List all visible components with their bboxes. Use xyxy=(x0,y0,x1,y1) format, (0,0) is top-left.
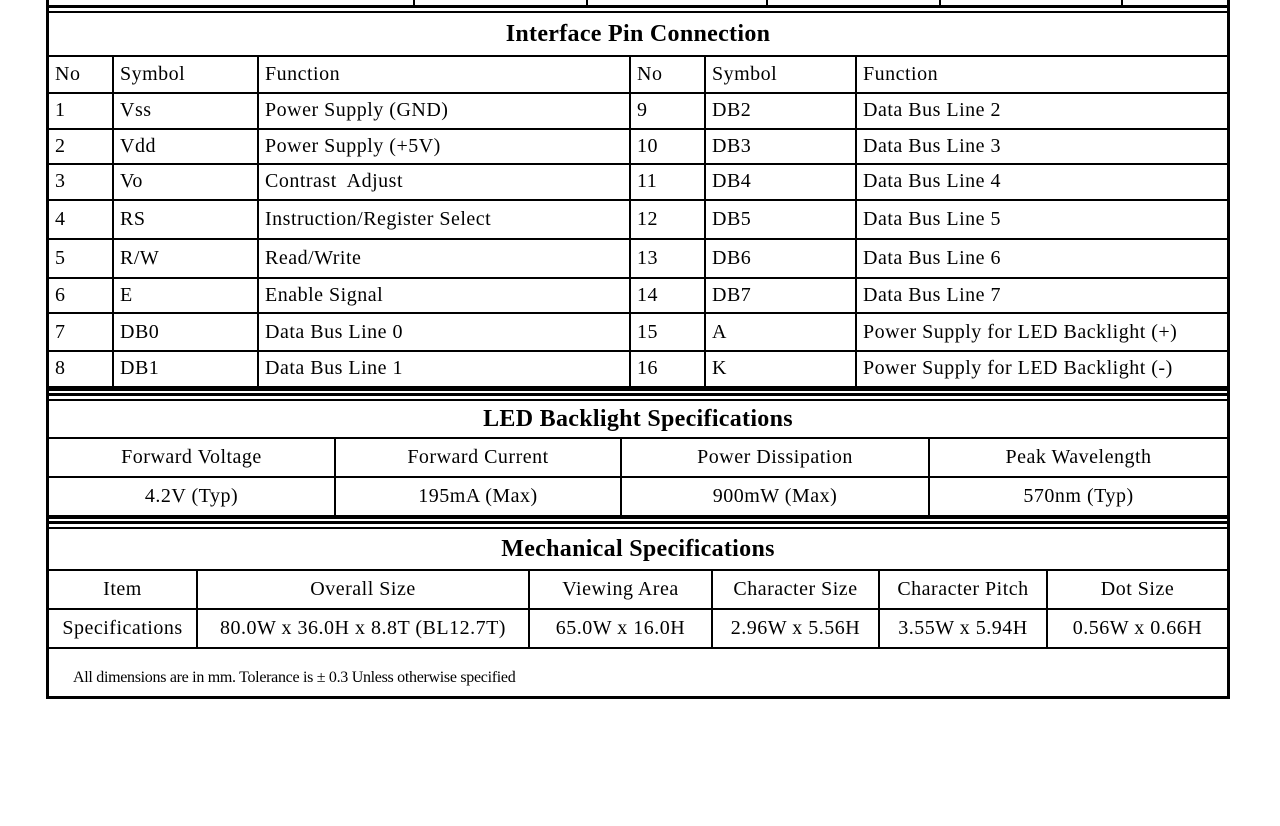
section-divider xyxy=(49,516,1227,524)
pin-number: 14 xyxy=(630,278,705,314)
pin-function: Enable Signal xyxy=(258,278,630,314)
pin-function: Read/Write xyxy=(258,239,630,278)
pin-function: Data Bus Line 7 xyxy=(856,278,1227,314)
table-row xyxy=(49,313,1227,351)
pin-function: Power Supply for LED Backlight (-) xyxy=(856,351,1227,387)
dot-size-value: 0.56W x 0.66H xyxy=(1047,609,1227,648)
peak-wavelength-value: 570nm (Typ) xyxy=(929,477,1227,516)
table-row xyxy=(49,129,1227,165)
mech-table-title: Mechanical Specifications xyxy=(49,528,1227,570)
pin-function: Power Supply for LED Backlight (+) xyxy=(856,313,1227,351)
column-header: Power Dissipation xyxy=(621,438,929,477)
led-table-title: LED Backlight Specifications xyxy=(49,400,1227,438)
table-row xyxy=(49,200,1227,239)
pin-function: Instruction/Register Select xyxy=(258,200,630,239)
pin-number: 13 xyxy=(630,239,705,278)
pin-number: 3 xyxy=(49,164,113,200)
led-backlight-table xyxy=(49,399,1227,517)
pin-number: 16 xyxy=(630,351,705,387)
column-header: Character Size xyxy=(712,570,879,609)
pin-function: Data Bus Line 5 xyxy=(856,200,1227,239)
pin-function: Power Supply (GND) xyxy=(258,93,630,129)
table-row xyxy=(49,93,1227,129)
pin-symbol: Vss xyxy=(113,93,258,129)
pin-number: 1 xyxy=(49,93,113,129)
table-row xyxy=(49,351,1227,387)
column-header: Overall Size xyxy=(197,570,529,609)
column-header: Dot Size xyxy=(1047,570,1227,609)
pin-number: 2 xyxy=(49,129,113,165)
pin-symbol: DB4 xyxy=(705,164,856,200)
pin-table-title: Interface Pin Connection xyxy=(49,12,1227,56)
column-header: Function xyxy=(856,56,1227,93)
pin-symbol: DB1 xyxy=(113,351,258,387)
pin-number: 9 xyxy=(630,93,705,129)
pin-function: Data Bus Line 1 xyxy=(258,351,630,387)
pin-number: 12 xyxy=(630,200,705,239)
pin-number: 4 xyxy=(49,200,113,239)
led-value-row xyxy=(49,477,1227,516)
forward-voltage-value: 4.2V (Typ) xyxy=(49,477,335,516)
column-header: Viewing Area xyxy=(529,570,712,609)
pin-symbol: A xyxy=(705,313,856,351)
pin-number: 8 xyxy=(49,351,113,387)
pin-symbol: RS xyxy=(113,200,258,239)
column-header: Forward Current xyxy=(335,438,621,477)
pin-number: 11 xyxy=(630,164,705,200)
pin-number: 10 xyxy=(630,129,705,165)
pin-function: Contrast Adjust xyxy=(258,164,630,200)
column-header: Character Pitch xyxy=(879,570,1047,609)
column-header: No xyxy=(630,56,705,93)
pin-symbol: DB5 xyxy=(705,200,856,239)
column-header: Item xyxy=(49,570,197,609)
overall-size-value: 80.0W x 36.0H x 8.8T (BL12.7T) xyxy=(197,609,529,648)
pin-symbol: DB7 xyxy=(705,278,856,314)
mechanical-specs-table xyxy=(49,527,1227,649)
table-row xyxy=(49,164,1227,200)
column-header: No xyxy=(49,56,113,93)
section-divider xyxy=(49,388,1227,396)
pin-function: Data Bus Line 4 xyxy=(856,164,1227,200)
column-header: Forward Voltage xyxy=(49,438,335,477)
pin-symbol: DB2 xyxy=(705,93,856,129)
pin-function: Data Bus Line 6 xyxy=(856,239,1227,278)
table-row xyxy=(49,239,1227,278)
pin-number: 15 xyxy=(630,313,705,351)
pin-function: Data Bus Line 0 xyxy=(258,313,630,351)
column-header: Symbol xyxy=(113,56,258,93)
pin-symbol: K xyxy=(705,351,856,387)
column-header: Peak Wavelength xyxy=(929,438,1227,477)
table-row xyxy=(49,278,1227,314)
pin-symbol: Vdd xyxy=(113,129,258,165)
tolerance-note: All dimensions are in mm. Tolerance is ± 0.3 Unless otherwise specified xyxy=(49,647,1227,696)
pin-symbol: E xyxy=(113,278,258,314)
column-header: Function xyxy=(258,56,630,93)
pin-symbol: Vo xyxy=(113,164,258,200)
pin-number: 7 xyxy=(49,313,113,351)
pin-function: Power Supply (+5V) xyxy=(258,129,630,165)
mech-header-row xyxy=(49,570,1227,609)
forward-current-value: 195mA (Max) xyxy=(335,477,621,516)
pin-symbol: R/W xyxy=(113,239,258,278)
character-pitch-value: 3.55W x 5.94H xyxy=(879,609,1047,648)
previous-table-bottom xyxy=(49,0,1227,8)
pin-function: Data Bus Line 2 xyxy=(856,93,1227,129)
column-header: Symbol xyxy=(705,56,856,93)
viewing-area-value: 65.0W x 16.0H xyxy=(529,609,712,648)
row-label: Specifications xyxy=(49,609,197,648)
mech-value-row xyxy=(49,609,1227,648)
power-dissipation-value: 900mW (Max) xyxy=(621,477,929,516)
pin-function: Data Bus Line 3 xyxy=(856,129,1227,165)
spec-sheet-frame xyxy=(46,0,1230,699)
led-header-row xyxy=(49,438,1227,477)
pin-number: 5 xyxy=(49,239,113,278)
interface-pin-table xyxy=(49,11,1227,388)
pin-symbol: DB0 xyxy=(113,313,258,351)
pin-symbol: DB6 xyxy=(705,239,856,278)
pin-number: 6 xyxy=(49,278,113,314)
pin-symbol: DB3 xyxy=(705,129,856,165)
pin-table-header-row xyxy=(49,56,1227,93)
character-size-value: 2.96W x 5.56H xyxy=(712,609,879,648)
